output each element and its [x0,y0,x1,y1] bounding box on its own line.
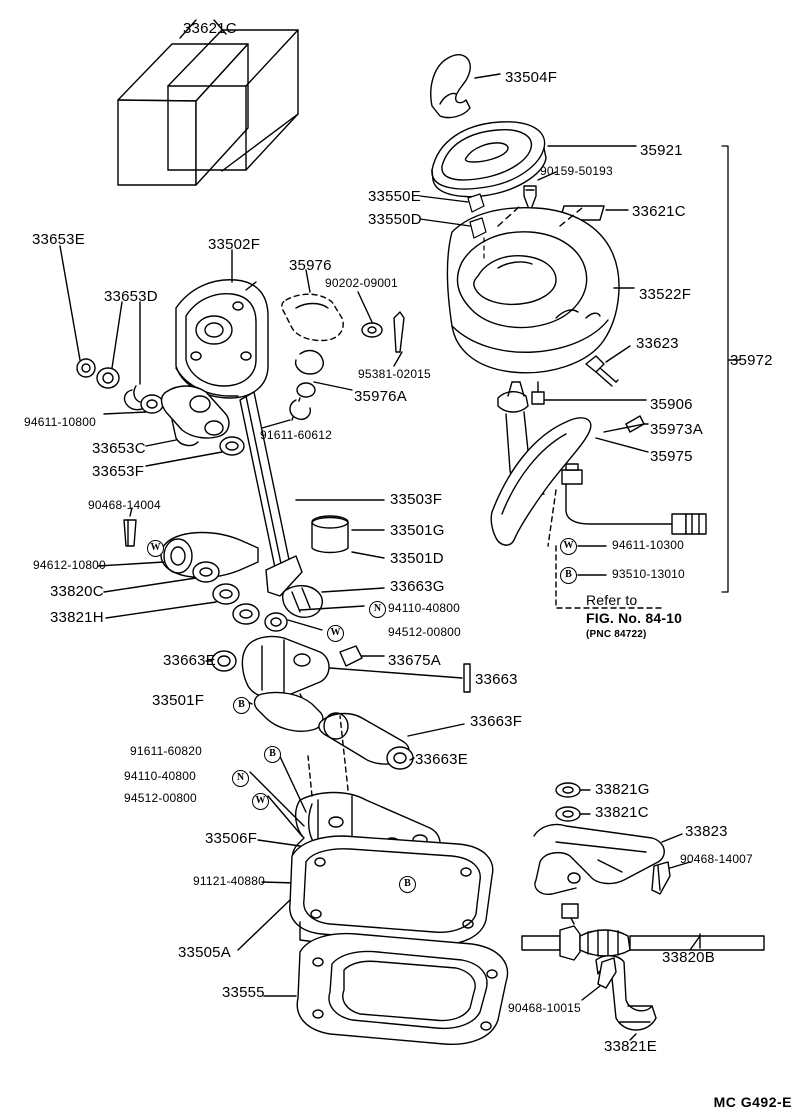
part-33821g-clip [556,783,590,797]
badge-b-91611-60820: B [264,746,281,763]
label-33663g: 33663G [390,578,445,595]
label-33504f: 33504F [505,69,558,86]
part-33502f-housing [176,250,268,398]
part-90159-50193-screw [524,172,556,212]
badge-b-93510-13010: B [560,567,577,584]
label-33506f: 33506F [205,830,258,847]
label-90468-14004: 90468-14004 [88,498,161,512]
label-33501g: 33501G [390,522,445,539]
badge-n-94110-bottom: N [232,770,249,787]
label-33550e: 33550E [368,188,421,205]
part-33501g-bushing [312,516,384,558]
part-33663g-pin [265,586,384,631]
part-33504f-knob [431,55,500,118]
part-90468-14004-clip [124,508,136,546]
label-33821h: 33821H [50,609,104,626]
badge-b-91121-40880: B [399,876,416,893]
part-33820c-cable-end [98,533,259,625]
label-33501d: 33501D [390,550,444,567]
label-35921: 35921 [640,142,683,159]
label-fig-no: FIG. No. 84-10 [586,610,683,626]
badge-w-94512-bottom: W [252,793,269,810]
label-90159-50193: 90159-50193 [540,164,613,178]
label-94512-00800-bottom: 94512-00800 [124,791,197,805]
label-33821g: 33821G [595,781,650,798]
label-35906: 35906 [650,396,693,413]
part-33505a-plate [238,836,493,950]
part-33821c-clip [556,807,590,821]
label-91611-60612: 91611-60612 [260,428,333,442]
label-33550d: 33550D [368,211,422,228]
label-33505a: 33505A [178,944,231,961]
label-33623: 33623 [636,335,679,352]
label-35976a: 35976A [354,388,407,405]
label-90468-10015: 90468-10015 [508,1001,581,1015]
label-33621c-top: 33621C [183,20,237,37]
bracket-35972 [722,146,740,592]
label-33653d: 33653D [104,288,158,305]
part-94611-10800-washer [104,395,163,414]
part-33501f-washer [248,692,323,731]
label-refer-to: Refer to [586,592,638,608]
label-94512-00800-top: 94512-00800 [388,625,461,639]
part-33621c-pads [118,20,298,185]
label-33555: 33555 [222,984,265,1001]
label-33675a: 33675A [388,652,441,669]
label-90202-09001: 90202-09001 [325,276,398,290]
label-94611-10800: 94611-10800 [24,415,97,429]
part-33555-bezel [264,934,508,1045]
label-91611-60820: 91611-60820 [130,744,203,758]
diagram-footer: MC G492-E [713,1094,792,1110]
part-33820b-cable [522,904,764,960]
badge-w-94512-top: W [327,625,344,642]
label-33820b: 33820B [662,949,715,966]
label-33663e-left: 33663E [163,652,216,669]
label-33821e: 33821E [604,1038,657,1055]
label-94612-10800: 94612-10800 [33,558,106,572]
label-90468-14007: 90468-14007 [680,852,753,866]
part-33675a-bolt [340,646,384,666]
label-94110-40800-top: 94110-40800 [388,601,461,615]
label-33522f: 33522F [639,286,692,303]
label-93510-13010: 93510-13010 [612,567,685,581]
wiring-harness-35972 [548,464,706,608]
label-94110-40800-bottom: 94110-40800 [124,769,197,783]
label-33663f: 33663F [470,713,523,730]
label-33663: 33663 [475,671,518,688]
label-33653c: 33653C [92,440,146,457]
part-33653d-clip [97,302,148,410]
part-33653e-bushing [60,246,95,377]
label-91121-40880: 91121-40880 [193,874,266,888]
badge-w-94612: W [147,540,164,557]
badge-n-94110-top: N [369,601,386,618]
badge-w-94611-10300: W [560,538,577,555]
label-33501f: 33501F [152,692,205,709]
label-33821c-bottom: 33821C [595,804,649,821]
label-35972: 35972 [730,352,773,369]
label-35975: 35975 [650,448,693,465]
badge-b-33501f: B [233,697,250,714]
label-33653f: 33653F [92,463,145,480]
label-33502f: 33502F [208,236,261,253]
label-35973a: 35973A [650,421,703,438]
part-90468-14007-clip [652,862,690,894]
label-33503f: 33503F [390,491,443,508]
label-95381-02015: 95381-02015 [358,367,431,381]
label-35976: 35976 [289,257,332,274]
part-33503f-rod [240,392,384,596]
label-pnc: (PNC 84722) [586,629,647,640]
label-33820c: 33820C [50,583,104,600]
label-33621c-right: 33621C [632,203,686,220]
label-33823: 33823 [685,823,728,840]
label-33663e-right: 33663E [415,751,468,768]
label-33653e: 33653E [32,231,85,248]
label-94611-10300: 94611-10300 [612,538,685,552]
